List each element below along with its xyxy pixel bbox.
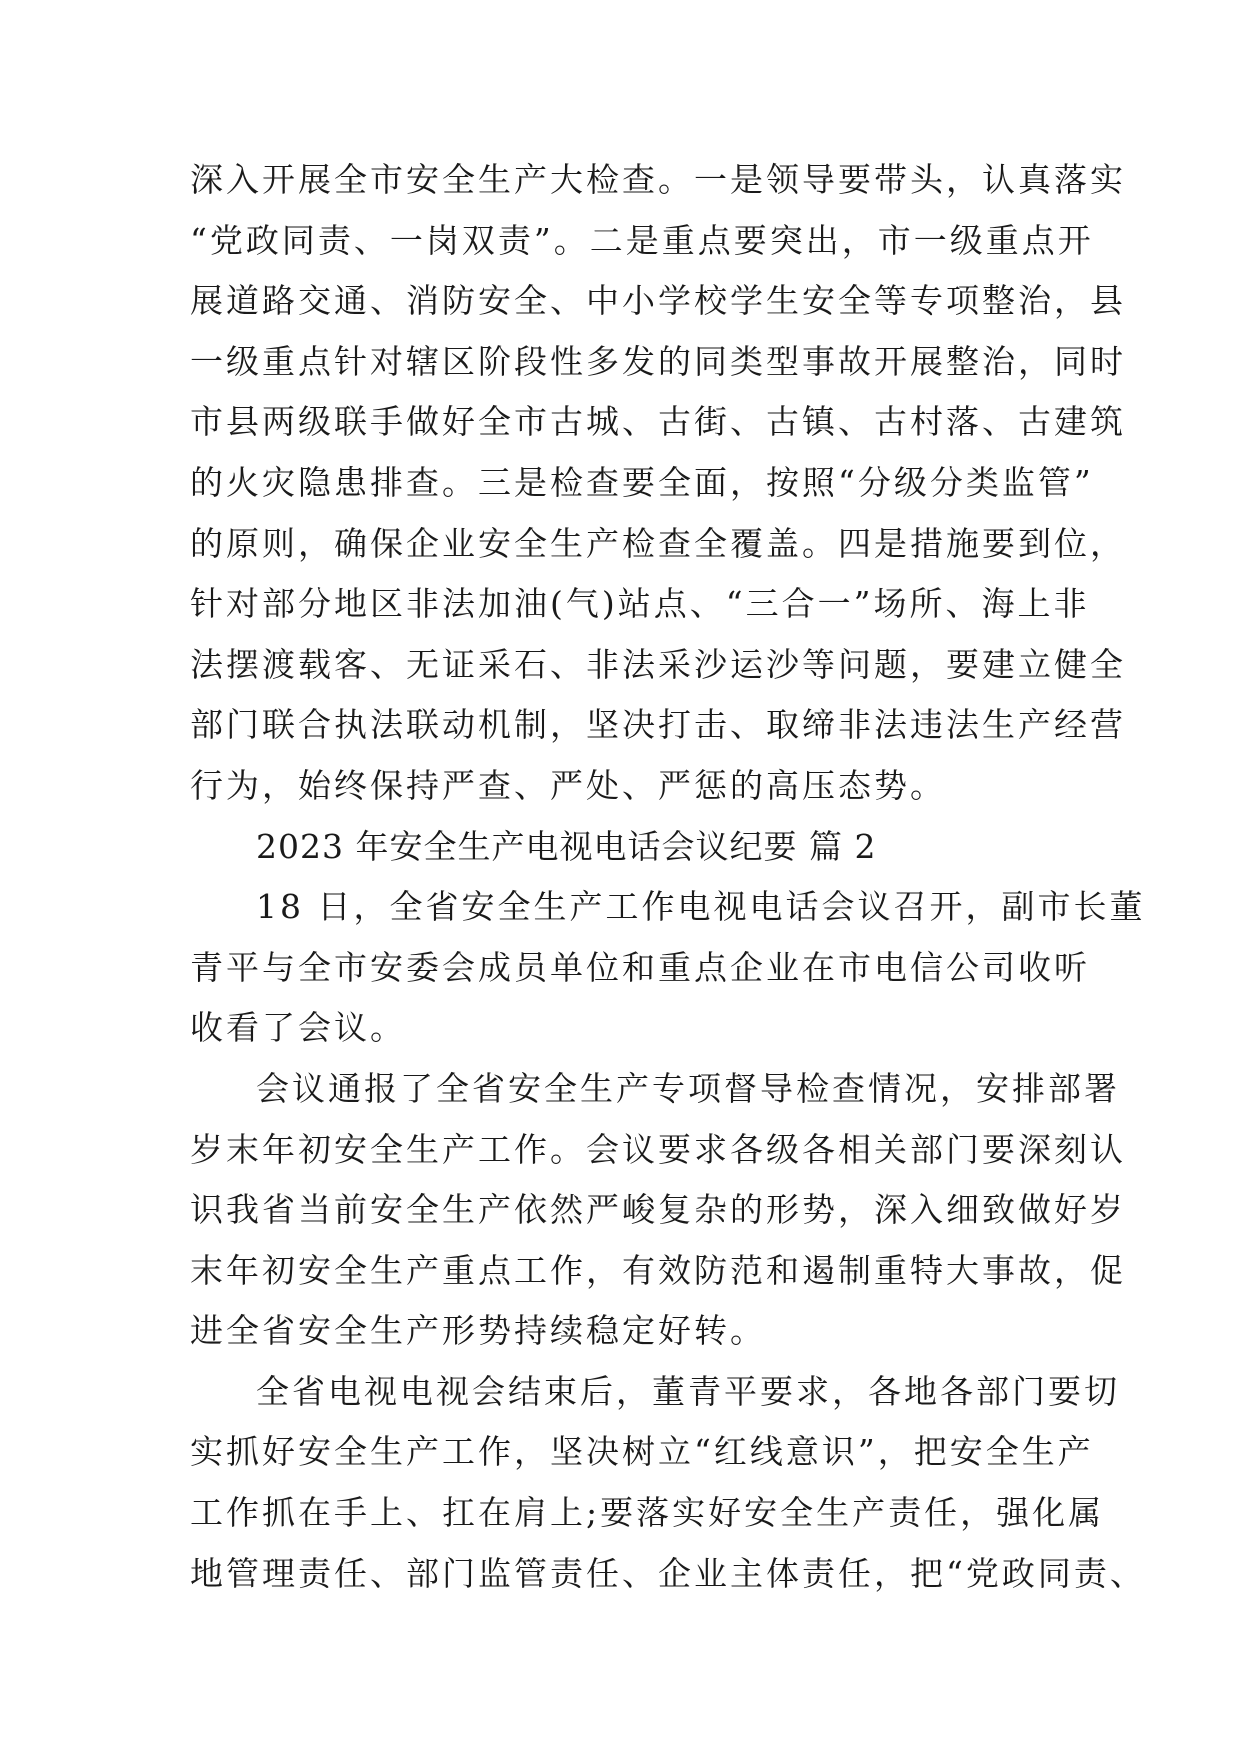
text-line: 法摆渡载客、无证采石、非法采沙运沙等问题，要建立健全 [190, 644, 1126, 684]
document-body [190, 150, 1146, 1604]
text-line: 深入开展全市安全生产大检查。一是领导要带头，认真落实 [190, 160, 1126, 199]
text-line: 市县两级联手做好全市古城、古街、古镇、古村落、古建筑 [190, 402, 1126, 442]
text-line: 会议通报了全省安全生产专项督导检查情况，安排部署 [256, 1068, 1120, 1108]
text-line: “党政同责、一岗双责”。二是重点要突出，市一级重点开 [190, 220, 1094, 260]
text-line: 行为，始终保持严查、严处、严惩的高压态势。 [190, 765, 946, 805]
text-line: 实抓好安全生产工作，坚决树立“红线意识”，把安全生产 [190, 1432, 1094, 1472]
text-line: 工作抓在手上、扛在肩上;要落实好安全生产责任，强化属 [190, 1493, 1105, 1533]
text-line: 地管理责任、部门监管责任、企业主体责任，把“党政同责、 [190, 1553, 1146, 1593]
text-line: 的火灾隐患排查。三是检查要全面，按照“分级分类监管” [190, 462, 1094, 502]
text-line: 收看了会议。 [190, 1008, 406, 1048]
text-line: 针对部分地区非法加油(气)站点、“三合一”场所、海上非 [190, 584, 1090, 624]
text-line: 一级重点针对辖区阶段性多发的同类型事故开展整治，同时 [190, 341, 1126, 381]
text-line: 岁末年初安全生产工作。会议要求各级各相关部门要深刻认 [190, 1129, 1126, 1169]
text-line: 识我省当前安全生产依然严峻复杂的形势，深入细致做好岁 [190, 1190, 1126, 1230]
section-heading: 2023 年安全生产电视电话会议纪要 篇 2 [256, 826, 877, 866]
text-line: 末年初安全生产重点工作，有效防范和遏制重特大事故，促 [190, 1250, 1126, 1290]
text-line: 18 日，全省安全生产工作电视电话会议召开，副市长董 [256, 887, 1146, 927]
text-line: 部门联合执法联动机制，坚决打击、取缔非法违法生产经营 [190, 705, 1126, 745]
text-line: 展道路交通、消防安全、中小学校学生安全等专项整治，县 [190, 281, 1126, 321]
text-line: 青平与全市安委会成员单位和重点企业在市电信公司收听 [190, 947, 1090, 987]
text-line: 的原则，确保企业安全生产检查全覆盖。四是措施要到位， [190, 523, 1126, 563]
text-line: 全省电视电视会结束后，董青平要求，各地各部门要切 [256, 1371, 1120, 1411]
text-line: 进全省安全生产形势持续稳定好转。 [190, 1311, 766, 1351]
